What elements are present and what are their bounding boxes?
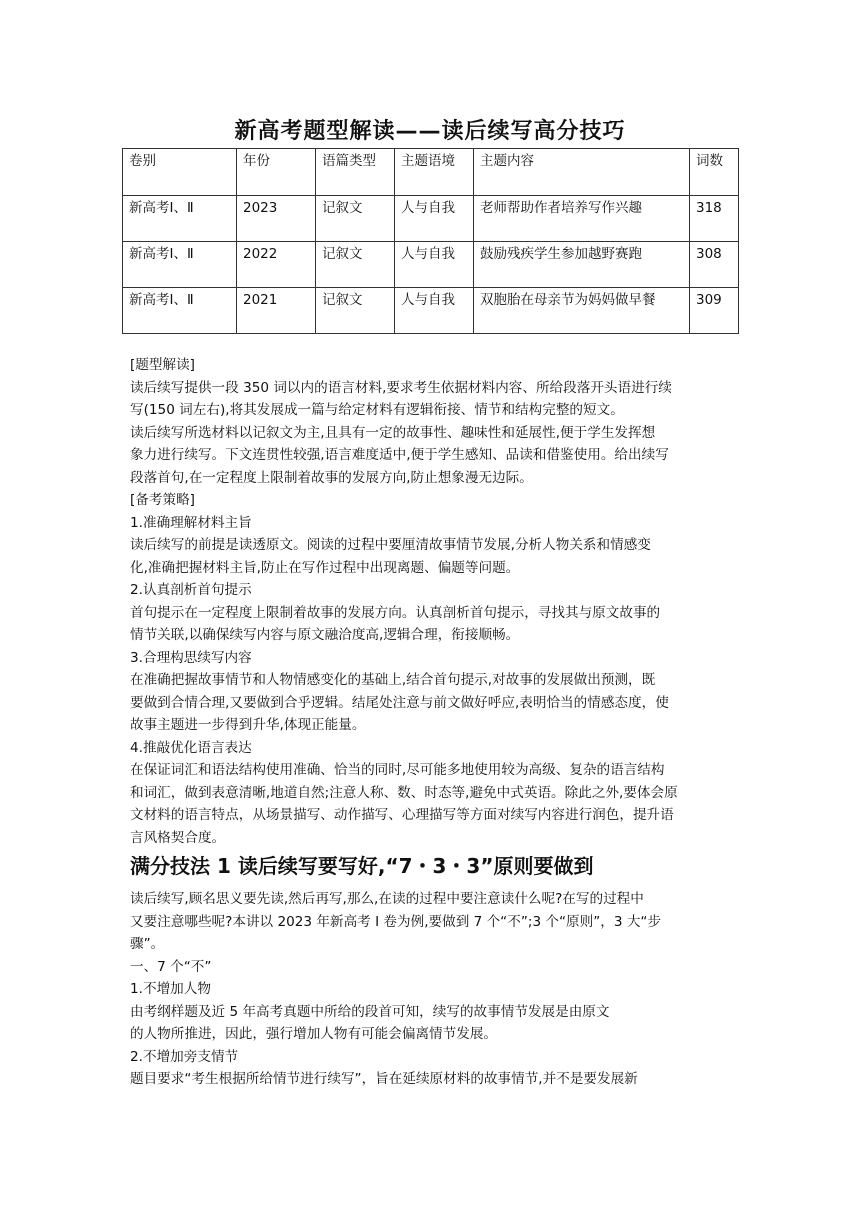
header-cell: 卷别	[123, 149, 237, 196]
table-cell: 人与自我	[395, 242, 474, 288]
table-row	[123, 196, 739, 242]
section-label: [备考策略]	[130, 492, 195, 508]
table-cell: 人与自我	[395, 288, 474, 334]
text-line: 象力进行续写。下文连贯性较强,语言难度适中,便于学生感知、品读和借鉴使用。给出续写	[130, 447, 669, 463]
text-line: 段落首句,在一定程度上限制着故事的发展方向,防止想象漫无边际。	[130, 469, 533, 486]
text-line: 首句提示在一定程度上限制着故事的发展方向。认真剖析首句提示，寻找其与原文故事的	[130, 604, 661, 621]
table-cell: 记叙文	[316, 196, 395, 242]
text-line: 化,准确把握材料主旨,防止在写作过程中出现离题、偏题等问题。	[130, 559, 520, 576]
text-line: 文材料的语言特点，从场景描写、动作描写、心理描写等方面对续写内容进行润色，提升语	[130, 807, 674, 823]
subheading: 一、7 个“不”	[130, 958, 212, 975]
text-line: 又要注意哪些呢?本讲以 2023 年新高考 I 卷为例,要做到 7 个“不”;3 个“原则”，3 大“步	[130, 913, 662, 930]
table-cell: 2022	[237, 242, 316, 288]
text-line: 要做到合情合理,又要做到合乎逻辑。结尾处注意与前文做好呼应,表明恰当的情感态度，使	[130, 694, 669, 711]
subheading: 4.推敲优化语言表达	[130, 739, 252, 756]
exam-info-table	[122, 148, 739, 334]
text-line: 读后续写,顾名思义要先读,然后再写,那么,在读的过程中要注意读什么呢?在写的过程中	[130, 891, 644, 907]
text-line: 写(150 词左右),将其发展成一篇与给定材料有逻辑衔接、情节和结构完整的短文。	[130, 402, 624, 418]
table-cell: 记叙文	[316, 288, 395, 334]
subheading: 2.不增加旁支情节	[130, 1048, 239, 1065]
table-cell: 新高考Ⅰ、Ⅱ	[123, 288, 237, 334]
subheading: 3.合理构思续写内容	[130, 649, 252, 666]
table-row	[123, 242, 739, 288]
subheading: 1.准确理解材料主旨	[130, 514, 252, 531]
text-line: 读后续写所选材料以记叙文为主,且具有一定的故事性、趣味性和延展性,便于学生发挥想	[130, 424, 656, 441]
text-line: 故事主题进一步得到升华,体现正能量。	[130, 717, 366, 733]
table-cell: 鼓励残疾学生参加越野赛跑	[474, 242, 690, 288]
text-line: 情节关联,以确保续写内容与原文融洽度高,逻辑合理，衔接顺畅。	[130, 627, 520, 643]
text-line: 由考纲样题及近 5 年高考真题中所给的段首可知，续写的故事情节发展是由原文	[130, 1003, 610, 1020]
table-cell: 新高考Ⅰ、Ⅱ	[123, 196, 237, 242]
header-cell: 主题内容	[474, 149, 690, 196]
table-cell: 308	[690, 242, 739, 288]
text-line: 读后续写的前提是读透原文。阅读的过程中要厘清故事情节发展,分析人物关系和情感变	[130, 537, 651, 553]
section-heading: 满分技法 1 读后续写要写好,“7・3・3”原则要做到	[130, 854, 594, 878]
table-cell: 318	[690, 196, 739, 242]
text-line: 在准确把握故事情节和人物情感变化的基础上,结合首句提示,对故事的发展做出预测，既	[130, 672, 656, 688]
document-title: 新高考题型解读——读后续写高分技巧	[234, 119, 626, 144]
table-cell: 309	[690, 288, 739, 334]
header-cell: 主题语境	[395, 149, 474, 196]
table-cell: 人与自我	[395, 196, 474, 242]
text-line: 言风格契合度。	[130, 829, 226, 846]
text-line: 的人物所推进，因此，强行增加人物有可能会偏离情节发展。	[130, 1026, 498, 1042]
text-line: 在保证词汇和语法结构使用准确、恰当的同时,尽可能多地使用较为高级、复杂的语言结构	[130, 762, 665, 778]
subheading: 1.不增加人物	[130, 981, 211, 997]
table-cell: 2021	[237, 288, 316, 334]
table-cell: 2023	[237, 196, 316, 242]
table-cell: 记叙文	[316, 242, 395, 288]
section-label: [题型解读]	[130, 357, 195, 373]
text-line: 题目要求“考生根据所给情节进行续写”，旨在延续原材料的故事情节,并不是要发展新	[130, 1071, 638, 1087]
table-row	[123, 288, 739, 334]
header-cell: 年份	[237, 149, 316, 196]
text-line: 读后续写提供一段 350 词以内的语言材料,要求考生依据材料内容、所给段落开头语进行续	[130, 379, 672, 396]
table-header-row	[123, 149, 739, 196]
table-cell: 老师帮助作者培养写作兴趣	[474, 196, 690, 242]
table-cell: 双胞胎在母亲节为妈妈做早餐	[474, 288, 690, 334]
text-line: 和词汇，做到表意清晰,地道自然;注意人称、数、时态等,避免中式英语。除此之外,要体会原	[130, 784, 678, 801]
header-cell: 语篇类型	[316, 149, 395, 196]
document-body	[130, 354, 734, 1091]
subheading: 2.认真剖析首句提示	[130, 582, 252, 598]
text-line: 骤”。	[130, 936, 165, 952]
table-cell: 新高考Ⅰ、Ⅱ	[123, 242, 237, 288]
header-cell: 词数	[690, 149, 739, 196]
